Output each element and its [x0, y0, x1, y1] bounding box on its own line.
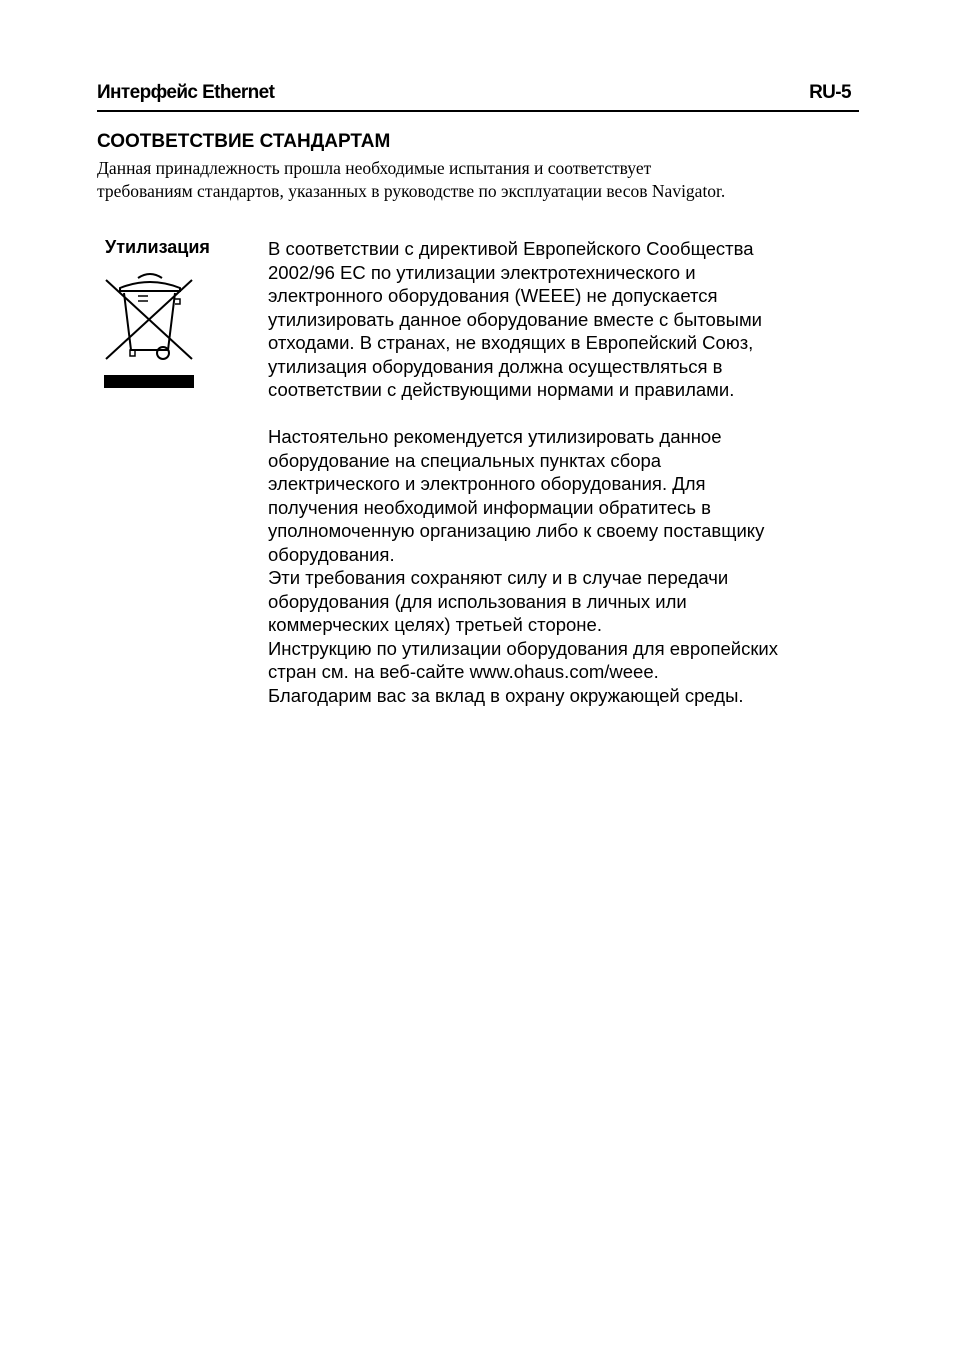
- text-line: отходами. В странах, не входящих в Европейский Союз,: [268, 332, 754, 353]
- disposal-label: Утилизация: [105, 237, 210, 257]
- text-line: Настоятельно рекомендуется утилизировать данное: [268, 426, 722, 447]
- disposal-text: [268, 237, 848, 707]
- weee-crossed-bin-icon: [100, 266, 200, 391]
- text-line: Благодарим вас за вклад в охрану окружающей среды.: [268, 684, 744, 706]
- page-header: [97, 82, 859, 112]
- text-line: оборудования (для использования в личных или: [268, 590, 687, 612]
- text-line: Инструкцию по утилизации оборудования для европейских: [268, 637, 779, 659]
- text-line: получения необходимой информации обратитесь в: [268, 496, 711, 518]
- text-line: уполномоченную организацию либо к своему поставщику: [268, 520, 765, 541]
- text-line: соответствии с действующими нормами и правилами.: [268, 379, 735, 400]
- text-line: 2002/96 EC по утилизации электротехнического и: [268, 261, 696, 283]
- page-number: RU-5: [809, 82, 851, 103]
- header-title: Интерфейс Ethernet: [97, 82, 275, 103]
- text-line: утилизация оборудования должна осуществляться в: [268, 355, 723, 377]
- text-line: Эти требования сохраняют силу и в случае передачи: [268, 567, 729, 588]
- section-title: СООТВЕТСТВИЕ СТАНДАРТАМ: [97, 131, 391, 152]
- text-line: утилизировать данное оборудование вместе с бытовыми: [268, 308, 763, 330]
- text-line: В соответствии с директивой Европейского Сообщества: [268, 238, 754, 259]
- disposal-paragraph-2: [268, 425, 848, 707]
- intro-line: Данная принадлежность прошла необходимые испытания и соответствует: [97, 158, 652, 178]
- text-line: оборудование на специальных пунктах сбора: [268, 449, 662, 471]
- text-line: оборудования.: [268, 543, 395, 565]
- text-line: электронного оборудования (WEEE) не допускается: [268, 285, 718, 306]
- intro-paragraph: [97, 157, 867, 203]
- disposal-paragraph-1: [268, 237, 848, 402]
- text-line: коммерческих целях) третьей стороне.: [268, 614, 602, 635]
- text-line: электрического и электронного оборудования. Для: [268, 473, 706, 494]
- text-line: стран см. на веб-сайте www.ohaus.com/weee.: [268, 661, 659, 682]
- intro-line: требованиям стандартов, указанных в руководстве по эксплуатации весов Navigator.: [97, 181, 726, 201]
